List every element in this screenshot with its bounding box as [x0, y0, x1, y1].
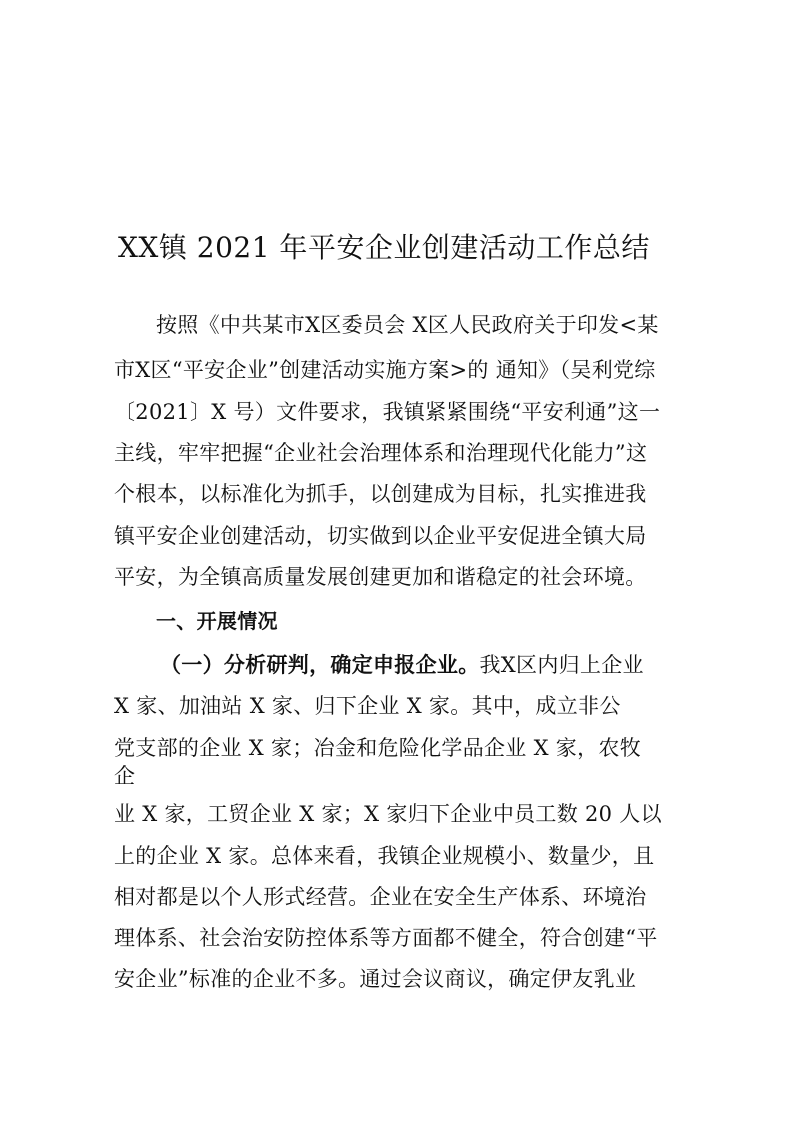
paragraph-line: 企 — [114, 764, 136, 788]
paragraph-line: 党支部的企业 X 家；冶金和危险化学品企业 X 家，农牧 — [114, 736, 641, 760]
paragraph-line: X 家、加油站 X 家、归下企业 X 家。其中，成立非公 — [114, 694, 621, 718]
paragraph-line: 上的企业 X 家。总体来看，我镇企业规模小、数量少，且 — [114, 844, 655, 868]
subsection-lead-rest: 我X区内归上企业 — [479, 653, 644, 677]
paragraph-line: 平安，为全镇高质量发展创建更加和谐稳定的社会环境。 — [114, 565, 647, 589]
paragraph-line: 安企业”标准的企业不多。通过会议商议，确定伊友乳业 — [114, 967, 637, 991]
subsection-lead: （一）分析研判，确定申报企业。 — [160, 653, 480, 677]
paragraph-line: 按照《中共某市X区委员会 X区人民政府关于印发<某 — [156, 313, 659, 337]
paragraph-line: 市X区“平安企业”创建活动实施方案>的 通知》（吴利党综 — [114, 358, 656, 382]
paragraph-line: 个根本，以标准化为抓手，以创建成为目标，扎实推进我 — [114, 482, 647, 506]
paragraph-line: 相对都是以个人形式经营。企业在安全生产体系、环境治 — [114, 885, 647, 909]
document-title: XX镇 2021 年平安企业创建活动工作总结 — [118, 231, 650, 264]
paragraph-line: 理体系、社会治安防控体系等方面都不健全，符合创建“平 — [114, 926, 658, 950]
subsection-first-line — [160, 650, 644, 680]
paragraph-line: 业 X 家，工贸企业 X 家；X 家归下企业中员工数 20 人以 — [114, 802, 662, 826]
section-heading: 一、开展情况 — [156, 609, 278, 633]
paragraph-line: 〔2021〕X 号）文件要求，我镇紧紧围绕“平安利通”这一 — [114, 400, 661, 424]
paragraph-line: 镇平安企业创建活动，切实做到以企业平安促进全镇大局 — [114, 524, 647, 548]
paragraph-line: 主线，牢牢把握“企业社会治理体系和治理现代化能力”这 — [114, 441, 648, 465]
